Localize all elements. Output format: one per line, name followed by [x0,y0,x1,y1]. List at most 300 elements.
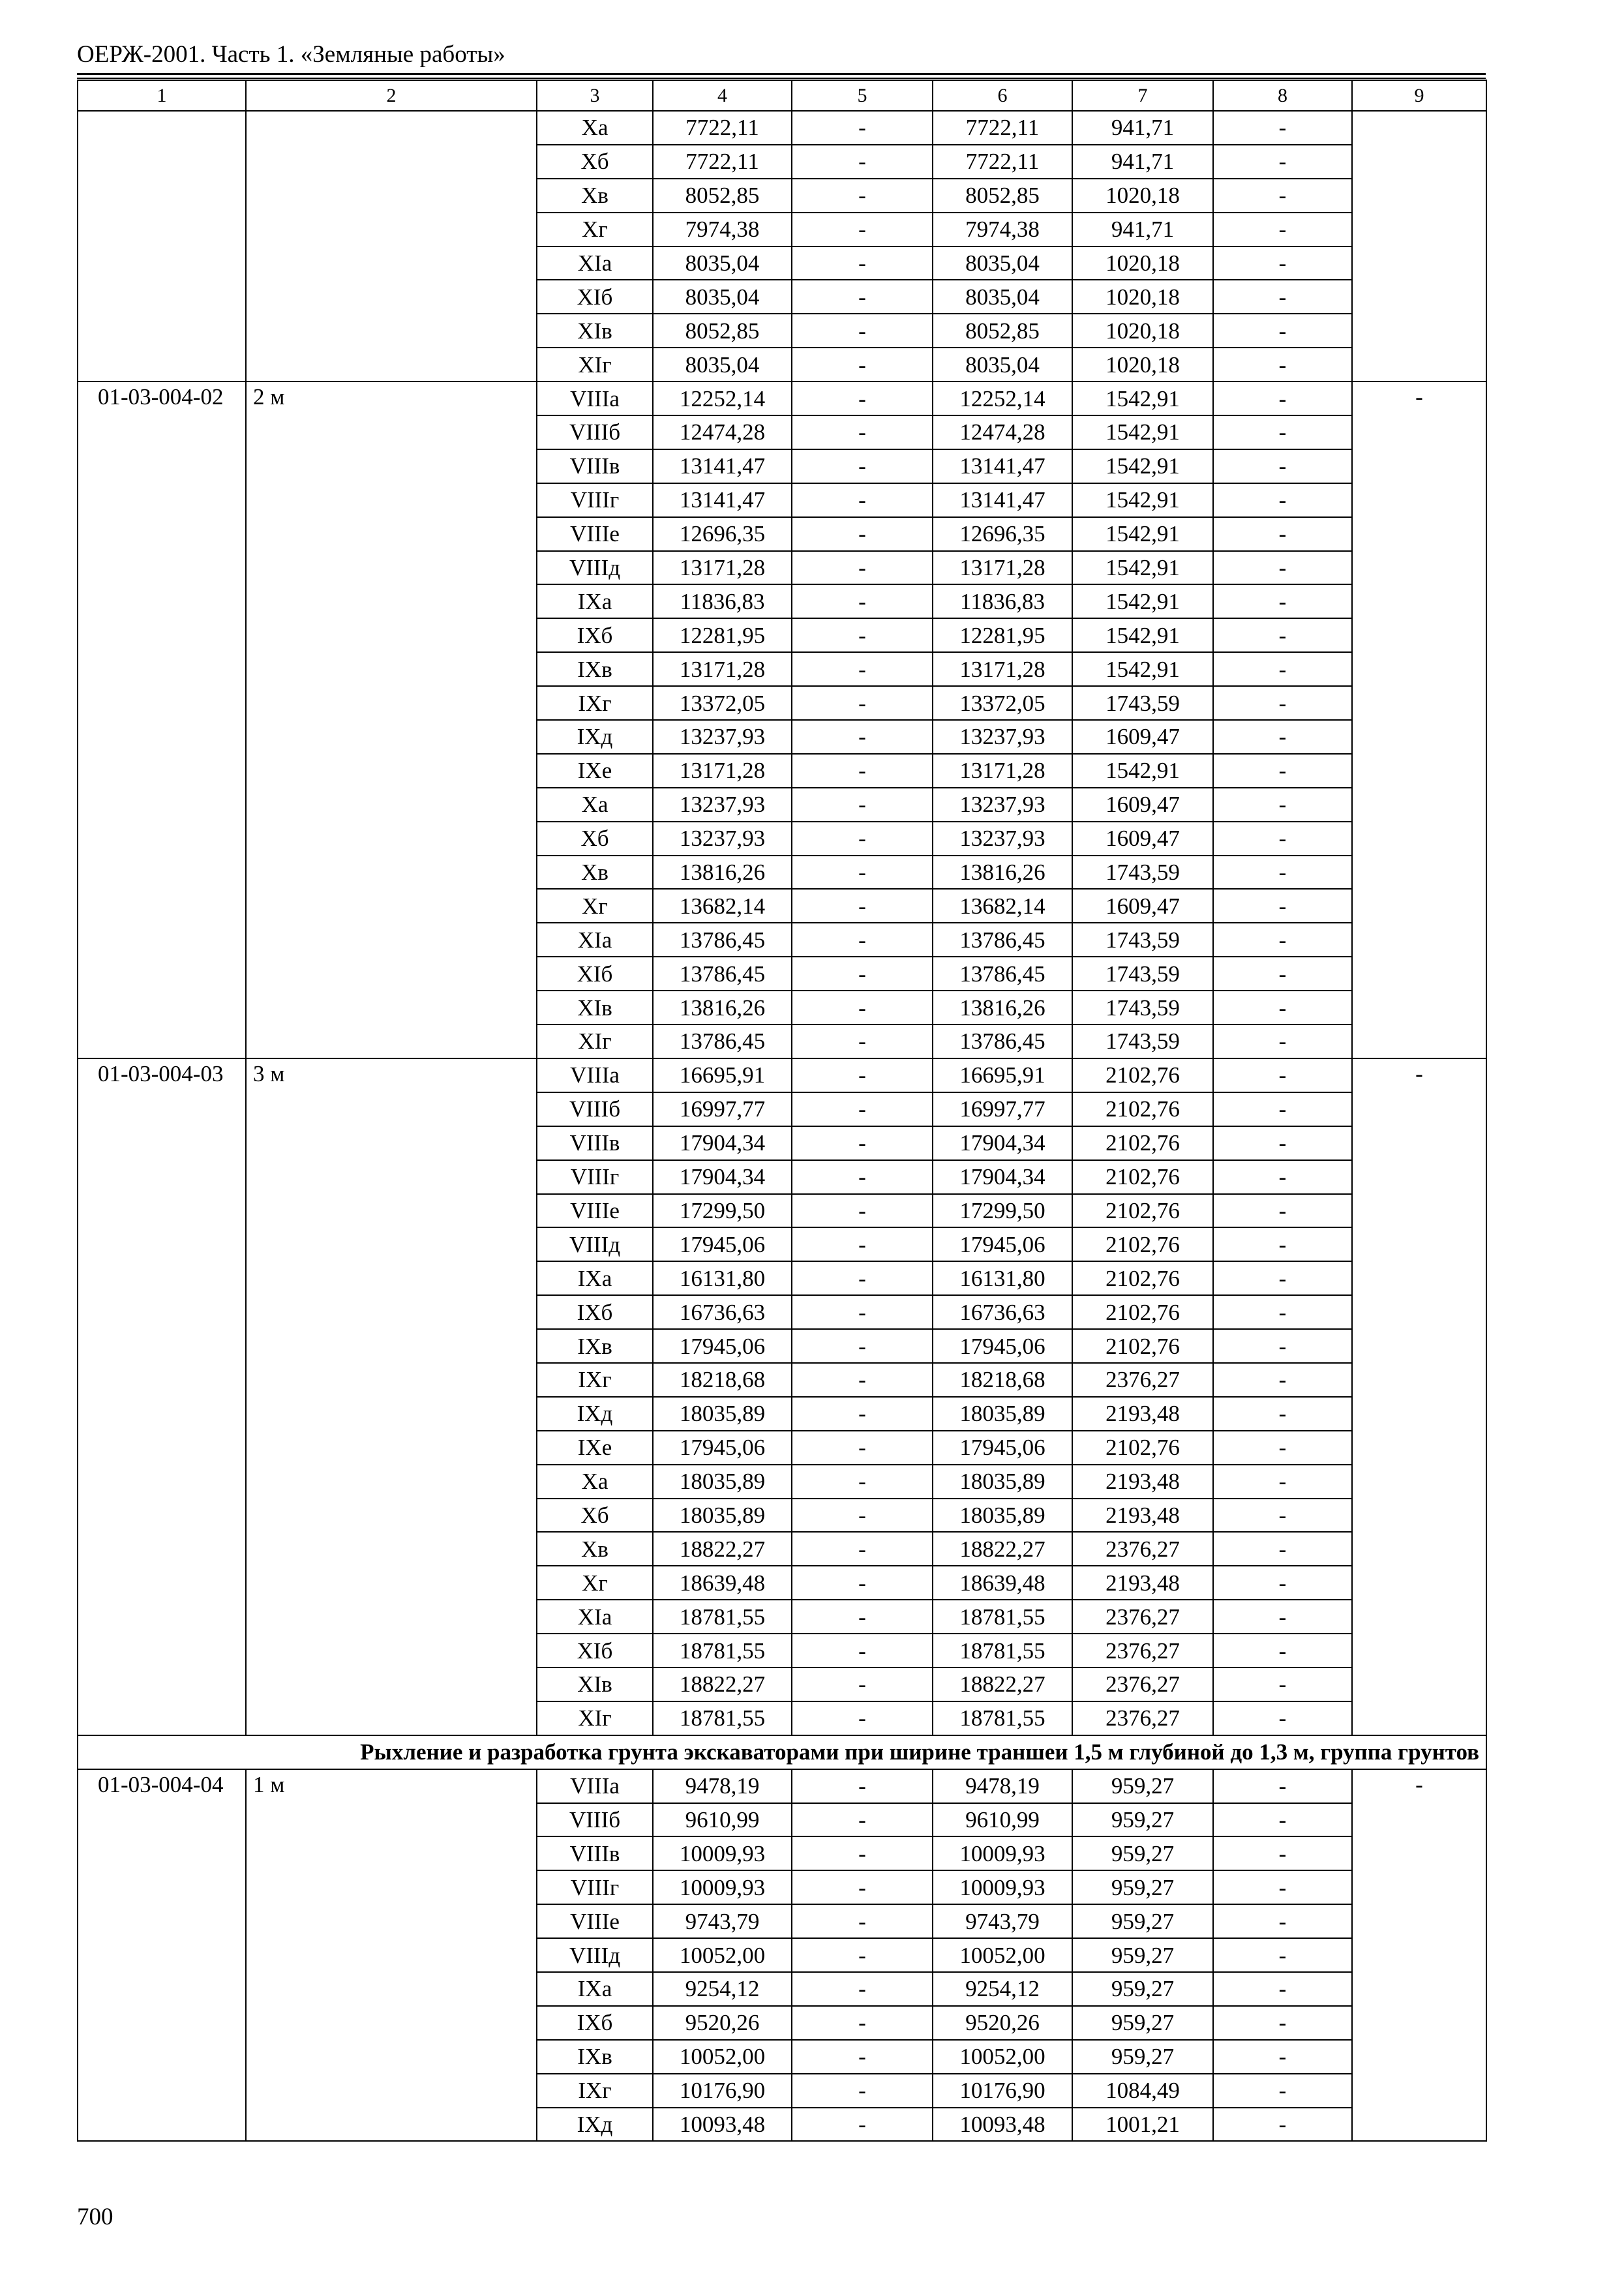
value-cell: - [792,652,933,686]
value-cell: - [792,1634,933,1668]
value-cell: 959,27 [1072,1769,1213,1803]
value-cell: - [1213,1025,1352,1058]
value-cell: - [1213,889,1352,923]
value-cell: 1542,91 [1072,618,1213,652]
value-cell: 18781,55 [933,1600,1072,1634]
value-cell: 1609,47 [1072,822,1213,856]
value-cell: 13237,93 [933,720,1072,754]
value-cell: 8035,04 [653,348,792,382]
value-cell: 18822,27 [933,1668,1072,1701]
soil-group-cell: XIг [537,348,653,382]
column-9-cell: - [1352,1769,1486,2142]
value-cell: 2376,27 [1072,1532,1213,1566]
soil-group-cell: IXе [537,754,653,788]
value-cell: 13682,14 [653,889,792,923]
value-cell: 17945,06 [933,1431,1072,1465]
soil-group-cell: Xв [537,179,653,213]
value-cell: - [1213,1566,1352,1600]
value-cell: 9520,26 [933,2006,1072,2040]
value-cell: 8052,85 [933,314,1072,348]
value-cell: 2102,76 [1072,1261,1213,1295]
value-cell: - [792,2074,933,2108]
value-cell: - [792,1160,933,1194]
value-cell: - [1213,1465,1352,1499]
value-cell: 13816,26 [933,856,1072,890]
value-cell: - [1213,1058,1352,1092]
value-cell: 1020,18 [1072,348,1213,382]
soil-group-cell: XIa [537,923,653,957]
value-cell: 1743,59 [1072,991,1213,1025]
value-cell: - [1213,213,1352,247]
value-cell: 13786,45 [933,923,1072,957]
value-cell: - [1213,2074,1352,2108]
soil-group-cell: IXг [537,686,653,720]
value-cell: 13171,28 [933,754,1072,788]
value-cell: - [792,1566,933,1600]
value-cell: 7974,38 [653,213,792,247]
soil-group-cell: IXд [537,720,653,754]
value-cell: - [792,179,933,213]
value-cell: 1020,18 [1072,179,1213,213]
value-cell: 17945,06 [653,1431,792,1465]
soil-group-cell: Xг [537,213,653,247]
value-cell: - [1213,686,1352,720]
value-cell: 1020,18 [1072,314,1213,348]
value-cell: 959,27 [1072,1870,1213,1904]
soil-group-cell: VIIIе [537,517,653,551]
value-cell: 1542,91 [1072,551,1213,585]
value-cell: - [792,483,933,517]
soil-group-cell: Xa [537,788,653,822]
value-cell: 7722,11 [653,111,792,145]
value-cell: 1609,47 [1072,720,1213,754]
soil-group-cell: IXг [537,1363,653,1397]
value-cell: 13171,28 [933,652,1072,686]
value-cell: - [1213,584,1352,618]
value-cell: - [1213,1397,1352,1431]
value-cell: 1743,59 [1072,686,1213,720]
value-cell: - [792,1870,933,1904]
rate-code-cell: 01-03-004-02 [78,382,246,1058]
value-cell: - [1213,449,1352,483]
value-cell: - [792,991,933,1025]
value-cell: - [1213,1363,1352,1397]
column-9-cell [1352,111,1486,382]
value-cell: 17945,06 [653,1227,792,1261]
value-cell: 12252,14 [933,382,1072,415]
value-cell: 18781,55 [933,1701,1072,1735]
value-cell: 2193,48 [1072,1397,1213,1431]
value-cell: 18035,89 [933,1465,1072,1499]
value-cell: - [1213,1870,1352,1904]
value-cell: 9743,79 [933,1904,1072,1938]
value-cell: 8035,04 [933,348,1072,382]
soil-group-cell: VIIIa [537,1058,653,1092]
value-cell: 10009,93 [933,1836,1072,1870]
soil-group-cell: VIIIв [537,449,653,483]
value-cell: 8035,04 [933,247,1072,280]
soil-group-cell: VIIIб [537,415,653,449]
column-number-cell: 7 [1072,80,1213,111]
value-cell: - [792,1769,933,1803]
value-cell: 18035,89 [653,1465,792,1499]
value-cell: 13786,45 [933,957,1072,991]
value-cell: - [1213,1634,1352,1668]
rate-code-cell [78,111,246,382]
value-cell: 18639,48 [653,1566,792,1600]
value-cell: - [1213,1668,1352,1701]
column-number-cell: 5 [792,80,933,111]
soil-group-cell: IXa [537,1972,653,2006]
soil-group-cell: VIIIa [537,1769,653,1803]
value-cell: - [792,213,933,247]
value-cell: 10093,48 [653,2108,792,2142]
value-cell: 13171,28 [933,551,1072,585]
value-cell: - [1213,247,1352,280]
value-cell: 10052,00 [653,2040,792,2074]
value-cell: 7722,11 [933,111,1072,145]
value-cell: 13237,93 [653,788,792,822]
value-cell: - [792,1803,933,1837]
value-cell: 959,27 [1072,1972,1213,2006]
value-cell: 13171,28 [653,652,792,686]
soil-group-cell: Xa [537,1465,653,1499]
depth-name-cell [246,111,537,382]
value-cell: 1542,91 [1072,517,1213,551]
value-cell: - [792,247,933,280]
soil-group-cell: IXд [537,1397,653,1431]
value-cell: 13237,93 [933,822,1072,856]
value-cell: 12696,35 [933,517,1072,551]
value-cell: 1542,91 [1072,483,1213,517]
value-cell: - [792,314,933,348]
value-cell: - [792,280,933,314]
value-cell: 2376,27 [1072,1363,1213,1397]
soil-group-cell: XIб [537,1634,653,1668]
value-cell: - [792,449,933,483]
value-cell: - [1213,822,1352,856]
value-cell: - [792,1668,933,1701]
value-cell: - [1213,483,1352,517]
value-cell: 13816,26 [653,856,792,890]
value-cell: 12252,14 [653,382,792,415]
value-cell: 16131,80 [933,1261,1072,1295]
soil-group-cell: IXб [537,618,653,652]
value-cell: 7722,11 [933,145,1072,179]
value-cell: 2102,76 [1072,1329,1213,1363]
value-cell: - [1213,1126,1352,1160]
rate-code-cell: 01-03-004-04 [78,1769,246,2142]
value-cell: 12474,28 [933,415,1072,449]
value-cell: - [792,1499,933,1533]
value-cell: 17904,34 [933,1160,1072,1194]
value-cell: - [792,145,933,179]
value-cell: 18218,68 [653,1363,792,1397]
value-cell: - [1213,2108,1352,2142]
value-cell: 941,71 [1072,213,1213,247]
table-row [78,1058,1486,1092]
value-cell: - [792,720,933,754]
value-cell: - [792,1600,933,1634]
value-cell: 13237,93 [653,720,792,754]
value-cell: 8052,85 [653,179,792,213]
value-cell: 959,27 [1072,2040,1213,2074]
column-number-cell: 8 [1213,80,1352,111]
value-cell: 13171,28 [653,551,792,585]
value-cell: 2102,76 [1072,1194,1213,1228]
value-cell: - [1213,1295,1352,1329]
column-9-cell: - [1352,382,1486,1058]
soil-group-cell: XIв [537,314,653,348]
value-cell: 16131,80 [653,1261,792,1295]
value-cell: - [1213,179,1352,213]
value-cell: 8035,04 [653,280,792,314]
column-number-cell: 3 [537,80,653,111]
value-cell: - [792,686,933,720]
value-cell: 17299,50 [653,1194,792,1228]
value-cell: - [792,957,933,991]
value-cell: - [1213,1532,1352,1566]
value-cell: 2193,48 [1072,1499,1213,1533]
value-cell: 17945,06 [653,1329,792,1363]
value-cell: 8035,04 [933,280,1072,314]
value-cell: 2193,48 [1072,1566,1213,1600]
value-cell: - [792,1025,933,1058]
value-cell: - [792,382,933,415]
value-cell: - [1213,1600,1352,1634]
value-cell: 16695,91 [653,1058,792,1092]
value-cell: 2102,76 [1072,1126,1213,1160]
soil-group-cell: IXa [537,1261,653,1295]
soil-group-cell: XIб [537,957,653,991]
value-cell: 1743,59 [1072,1025,1213,1058]
value-cell: - [792,111,933,145]
value-cell: 9478,19 [653,1769,792,1803]
value-cell: - [792,2006,933,2040]
value-cell: - [1213,1431,1352,1465]
value-cell: 13372,05 [933,686,1072,720]
value-cell: - [1213,1769,1352,1803]
value-cell: 1743,59 [1072,856,1213,890]
value-cell: 9254,12 [653,1972,792,2006]
soil-group-cell: VIIIе [537,1194,653,1228]
value-cell: 17904,34 [653,1126,792,1160]
column-number-cell: 1 [78,80,246,111]
value-cell: 9478,19 [933,1769,1072,1803]
soil-group-cell: IXв [537,652,653,686]
value-cell: - [1213,1227,1352,1261]
soil-group-cell: VIIIг [537,1870,653,1904]
value-cell: - [792,1465,933,1499]
value-cell: - [792,1397,933,1431]
value-cell: 13141,47 [933,449,1072,483]
soil-group-cell: VIIIе [537,1904,653,1938]
value-cell: 1020,18 [1072,280,1213,314]
value-cell: - [1213,1701,1352,1735]
value-cell: 1609,47 [1072,788,1213,822]
soil-group-cell: IXб [537,1295,653,1329]
value-cell: - [792,1261,933,1295]
value-cell: 13786,45 [653,1025,792,1058]
value-cell: - [1213,314,1352,348]
value-cell: 13786,45 [653,957,792,991]
soil-group-cell: Xв [537,1532,653,1566]
value-cell: - [792,822,933,856]
value-cell: 13237,93 [933,788,1072,822]
soil-group-cell: IXд [537,2108,653,2142]
value-cell: 13682,14 [933,889,1072,923]
value-cell: - [792,2108,933,2142]
value-cell: 1542,91 [1072,754,1213,788]
soil-group-cell: IXa [537,584,653,618]
page-header: ОЕРЖ-2001. Часть 1. «Земляные работы» [77,41,505,68]
value-cell: - [792,1329,933,1363]
value-cell: 13141,47 [653,483,792,517]
value-cell: 1743,59 [1072,923,1213,957]
value-cell: 2102,76 [1072,1295,1213,1329]
value-cell: - [1213,551,1352,585]
value-cell: - [1213,1803,1352,1837]
value-cell: 13141,47 [653,449,792,483]
column-number-cell: 9 [1352,80,1486,111]
value-cell: 1084,49 [1072,2074,1213,2108]
value-cell: 1542,91 [1072,415,1213,449]
value-cell: 16736,63 [933,1295,1072,1329]
value-cell: - [792,618,933,652]
value-cell: - [1213,517,1352,551]
value-cell: 13816,26 [933,991,1072,1025]
value-cell: - [1213,2040,1352,2074]
value-cell: - [1213,1904,1352,1938]
value-cell: - [1213,415,1352,449]
soil-group-cell: Xв [537,856,653,890]
value-cell: 959,27 [1072,1803,1213,1837]
value-cell: - [792,1431,933,1465]
value-cell: - [1213,1261,1352,1295]
value-cell: - [1213,957,1352,991]
table-body [78,80,1486,2141]
value-cell: 7974,38 [933,213,1072,247]
column-number-cell: 4 [653,80,792,111]
value-cell: 18822,27 [933,1532,1072,1566]
value-cell: - [1213,1499,1352,1533]
value-cell: - [1213,1092,1352,1126]
column-number-cell: 2 [246,80,537,111]
value-cell: 13237,93 [653,822,792,856]
rates-table [77,80,1487,2142]
value-cell: 10052,00 [653,1938,792,1972]
value-cell: - [792,584,933,618]
soil-group-cell: XIa [537,1600,653,1634]
soil-group-cell: IXе [537,1431,653,1465]
value-cell: 18781,55 [653,1600,792,1634]
soil-group-cell: VIIIб [537,1803,653,1837]
rate-code-cell: 01-03-004-03 [78,1058,246,1735]
value-cell: 1001,21 [1072,2108,1213,2142]
value-cell: 10009,93 [653,1836,792,1870]
value-cell: 8035,04 [653,247,792,280]
soil-group-cell: Xб [537,145,653,179]
depth-name-cell: 1 м [246,1769,537,2142]
value-cell: 17904,34 [933,1126,1072,1160]
value-cell: 17299,50 [933,1194,1072,1228]
value-cell: 1020,18 [1072,247,1213,280]
value-cell: - [792,517,933,551]
value-cell: 9743,79 [653,1904,792,1938]
value-cell: 11836,83 [933,584,1072,618]
soil-group-cell: XIг [537,1701,653,1735]
value-cell: 18035,89 [933,1499,1072,1533]
value-cell: 10009,93 [653,1870,792,1904]
value-cell: 1609,47 [1072,889,1213,923]
column-number-row [78,80,1486,111]
value-cell: 10176,90 [933,2074,1072,2108]
column-number-cell: 6 [933,80,1072,111]
value-cell: - [1213,788,1352,822]
soil-group-cell: VIIIб [537,1092,653,1126]
value-cell: - [792,1972,933,2006]
value-cell: - [792,889,933,923]
table-row [78,111,1486,145]
value-cell: 2102,76 [1072,1160,1213,1194]
value-cell: 12281,95 [653,618,792,652]
value-cell: - [792,1938,933,1972]
value-cell: 18822,27 [653,1668,792,1701]
value-cell: - [1213,856,1352,890]
value-cell: - [792,1227,933,1261]
value-cell: 18035,89 [653,1499,792,1533]
value-cell: 8052,85 [653,314,792,348]
value-cell: - [1213,991,1352,1025]
value-cell: 2102,76 [1072,1227,1213,1261]
table-row [78,1769,1486,1803]
value-cell: 9610,99 [653,1803,792,1837]
value-cell: 959,27 [1072,1904,1213,1938]
value-cell: 10176,90 [653,2074,792,2108]
soil-group-cell: VIIIд [537,1227,653,1261]
value-cell: - [1213,923,1352,957]
value-cell: 17904,34 [653,1160,792,1194]
value-cell: 2102,76 [1072,1058,1213,1092]
value-cell: 2102,76 [1072,1092,1213,1126]
value-cell: 12474,28 [653,415,792,449]
depth-name-cell: 3 м [246,1058,537,1735]
value-cell: 18035,89 [653,1397,792,1431]
value-cell: 9254,12 [933,1972,1072,2006]
value-cell: - [1213,652,1352,686]
value-cell: 7722,11 [653,145,792,179]
soil-group-cell: VIIIг [537,1160,653,1194]
value-cell: 9520,26 [653,2006,792,2040]
section-title: Рыхление и разработка грунта экскаваторами при ширине траншеи 1,5 м глубиной до 1,3 м, группа грунтов [78,1735,1486,1769]
soil-group-cell: IXб [537,2006,653,2040]
value-cell: - [792,923,933,957]
value-cell: - [1213,280,1352,314]
value-cell: - [1213,111,1352,145]
value-cell: - [1213,1194,1352,1228]
value-cell: 18781,55 [933,1634,1072,1668]
value-cell: 959,27 [1072,1938,1213,1972]
value-cell: - [792,1701,933,1735]
value-cell: - [792,1126,933,1160]
value-cell: 18218,68 [933,1363,1072,1397]
value-cell: 13816,26 [653,991,792,1025]
value-cell: 1542,91 [1072,652,1213,686]
value-cell: - [1213,382,1352,415]
soil-group-cell: Xa [537,111,653,145]
value-cell: 13171,28 [653,754,792,788]
value-cell: 2376,27 [1072,1668,1213,1701]
